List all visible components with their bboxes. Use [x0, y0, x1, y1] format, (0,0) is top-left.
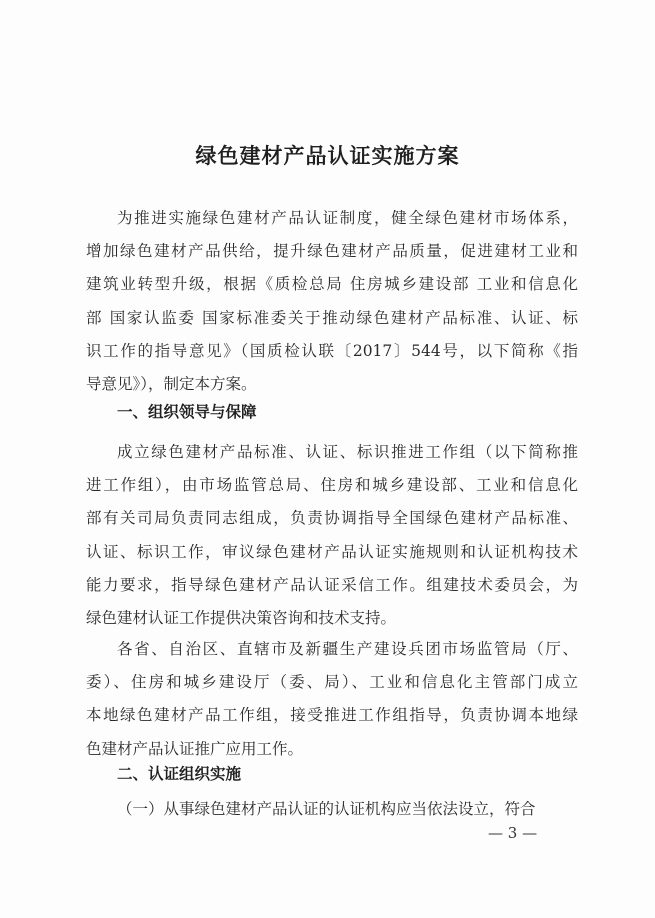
paragraph-certification-body: （一）从事绿色建材产品认证的认证机构应当依法设立，符合: [117, 800, 536, 818]
paragraph-line: 建筑业转型升级，根据《质检总局 住房城乡建设部 工业和信息化: [86, 275, 578, 294]
paragraph-organization: [86, 436, 578, 635]
paragraph-line: 色建材产品认证推广应用工作。: [86, 739, 304, 758]
paragraph-line: 部 国家认监委 国家标准委关于推动绿色建材产品标准、认证、标: [86, 308, 578, 327]
paragraph-line: 绿色建材认证工作提供决策咨询和技术支持。: [86, 609, 397, 628]
paragraph-line: 能力要求，指导绿色建材产品认证采信工作。组建技术委员会，为: [86, 575, 578, 594]
section-heading-1: 一、组织领导与保障: [117, 402, 257, 421]
paragraph-line: 委）、住房和城乡建设厅（委、局）、工业和信息化主管部门成立: [86, 673, 578, 692]
paragraph-line: 进工作组），由市场监管总局、住房和城乡建设部、工业和信息化: [86, 476, 578, 495]
paragraph-line: 导意见》），制定本方案。: [86, 375, 257, 394]
paragraph-line: 认证、标识工作，审议绿色建材产品认证实施规则和认证机构技术: [86, 542, 578, 561]
paragraph-provincial: [86, 633, 578, 766]
page-number: — 3 —: [488, 824, 538, 842]
paragraph-line: 识工作的指导意见》（国质检认联〔2017〕544号，以下简称《指: [86, 341, 578, 360]
paragraph-line: 为推进实施绿色建材产品认证制度，健全绿色建材市场体系，: [117, 209, 578, 227]
document-title: 绿色建材产品认证实施方案: [195, 143, 460, 168]
paragraph-line: 本地绿色建材产品工作组，接受推进工作组指导，负责协调本地绿: [86, 706, 578, 725]
paragraph-intro: [86, 202, 578, 401]
paragraph-line: 成立绿色建材产品标准、认证、标识推进工作组（以下简称推: [117, 443, 578, 461]
paragraph-line: 各省、自治区、直辖市及新疆生产建设兵团市场监管局（厅、: [117, 640, 578, 658]
paragraph-line: 增加绿色建材产品供给，提升绿色建材产品质量，促进建材工业和: [86, 242, 578, 261]
section-heading-2: 二、认证组织实施: [117, 764, 242, 783]
paragraph-line: 部有关司局负责同志组成，负责协调指导全国绿色建材产品标准、: [86, 509, 578, 528]
